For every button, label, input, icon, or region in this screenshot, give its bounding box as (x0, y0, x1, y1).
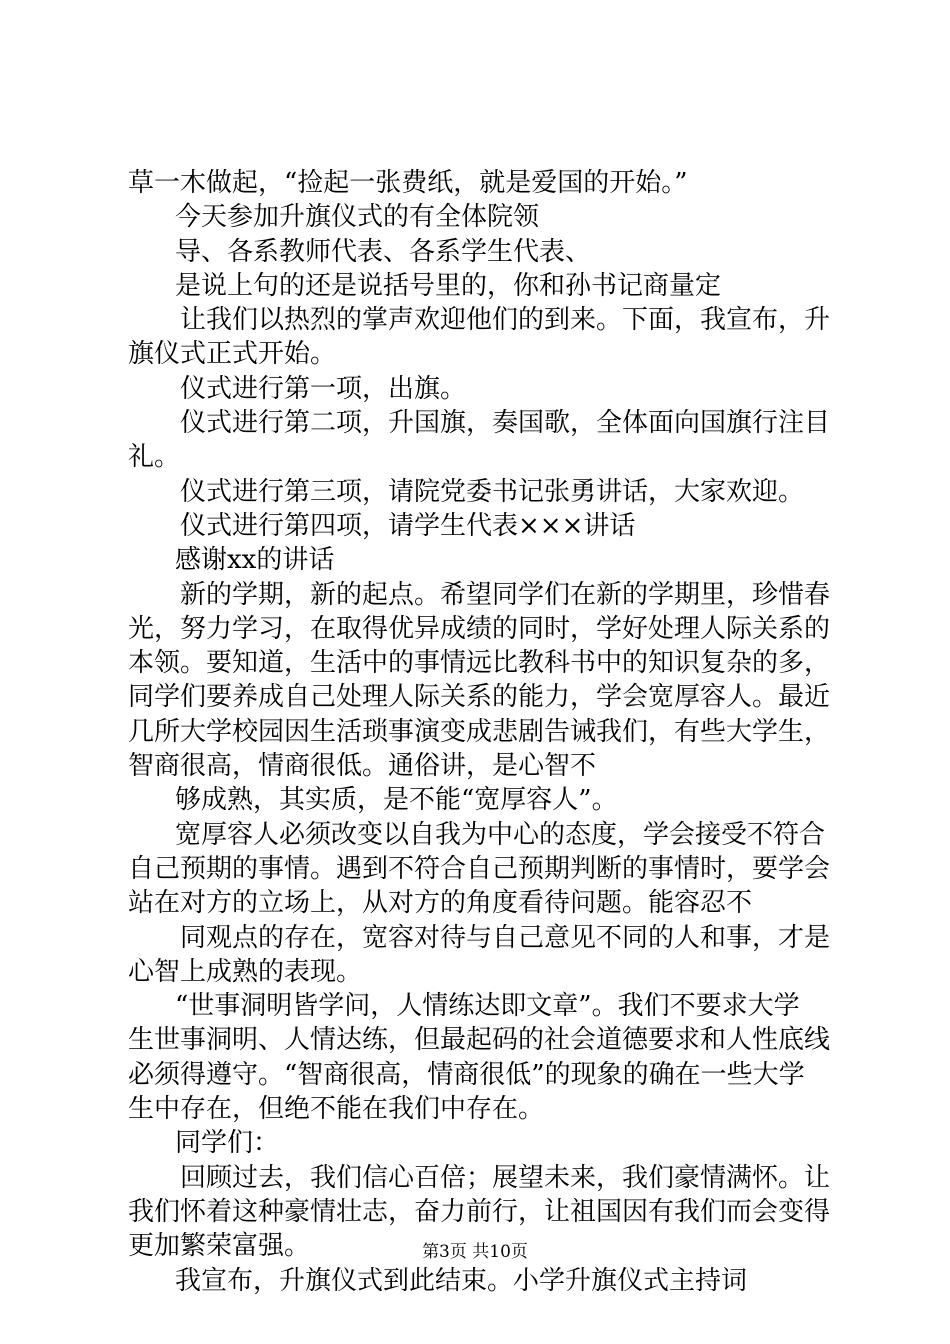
text-line: 我宣布，升旗仪式到此结束。小学升旗仪式主持词 (175, 1265, 748, 1296)
text-line: 回顾过去，我们信心百倍；展望未来，我们豪情满怀。让 (180, 1162, 831, 1193)
text-line: 智商很高，情商很低。通俗讲，是心智不 (128, 751, 597, 782)
text-line: 感谢xx的讲话 (175, 545, 335, 576)
text-line: 新的学期，新的起点。希望同学们在新的学期里，珍惜春 (180, 579, 831, 610)
text-line: 仪式进行第一项，出旗。 (180, 373, 467, 404)
text-line: 今天参加升旗仪式的有全体院领 (175, 202, 540, 233)
text-line: 更加繁荣富强。 (128, 1231, 311, 1262)
text-line: “世事洞明皆学问，人情练达即文章”。我们不要求大学 (175, 991, 800, 1022)
document-body (128, 166, 831, 1298)
text-line: 自己预期的事情。遇到不符合自己预期判断的事情时，要学会 (128, 853, 831, 884)
text-line: 仪式进行第三项，请院党委书记张勇讲话，大家欢迎。 (180, 476, 805, 507)
text-line: 礼。 (128, 442, 181, 473)
text-line: 同观点的存在，宽容对待与自己意见不同的人和事，才是 (180, 922, 831, 953)
text-line: 让我们以热烈的掌声欢迎他们的到来。下面，我宣布，升 (180, 305, 831, 336)
text-line: 导、各系教师代表、各系学生代表、 (175, 236, 592, 267)
text-line: 仪式进行第二项，升国旗，奏国歌，全体面向国旗行注目 (180, 408, 831, 439)
text-line: 草一木做起，“捡起一张费纸，就是爱国的开始。” (128, 168, 688, 198)
text-line: 仪式进行第四项，请学生代表×××讲话 (180, 510, 636, 541)
text-line: 旗仪式正式开始。 (128, 339, 337, 370)
text-line: 生中存在，但绝不能在我们中存在。 (128, 1094, 545, 1125)
text-line: 够成熟，其实质，是不能“宽厚容人”。 (175, 785, 618, 816)
text-line: 是说上句的还是说括号里的，你和孙书记商量定 (175, 270, 722, 301)
text-line: 站在对方的立场上，从对方的角度看待问题。能容忍不 (128, 888, 753, 919)
text-line: 同学们： (175, 1128, 280, 1159)
text-line: 必须得遵守。“智商很高，情商很低”的现象的确在一些大学 (128, 1059, 805, 1090)
text-line: 同学们要养成自己处理人际关系的能力，学会宽厚容人。最近 (128, 682, 831, 713)
text-line: 心智上成熟的表现。 (128, 956, 363, 987)
text-line: 光，努力学习，在取得优异成绩的同时，学好处理人际关系的 (128, 613, 831, 644)
text-line: 本领。要知道，生活中的事情远比教科书中的知识复杂的多， (128, 648, 831, 679)
text-line: 我们怀着这种豪情壮志，奋力前行，让祖国因有我们而会变得 (128, 1196, 831, 1227)
page-footer: 第3页 共10页 (422, 1242, 528, 1262)
text-line: 宽厚容人必须改变以自我为中心的态度，学会接受不符合 (175, 819, 826, 850)
text-line: 生世事洞明、人情达练，但最起码的社会道德要求和人性底线 (128, 1025, 831, 1056)
text-line: 几所大学校园因生活琐事演变成悲剧告诫我们，有些大学生， (128, 716, 831, 747)
